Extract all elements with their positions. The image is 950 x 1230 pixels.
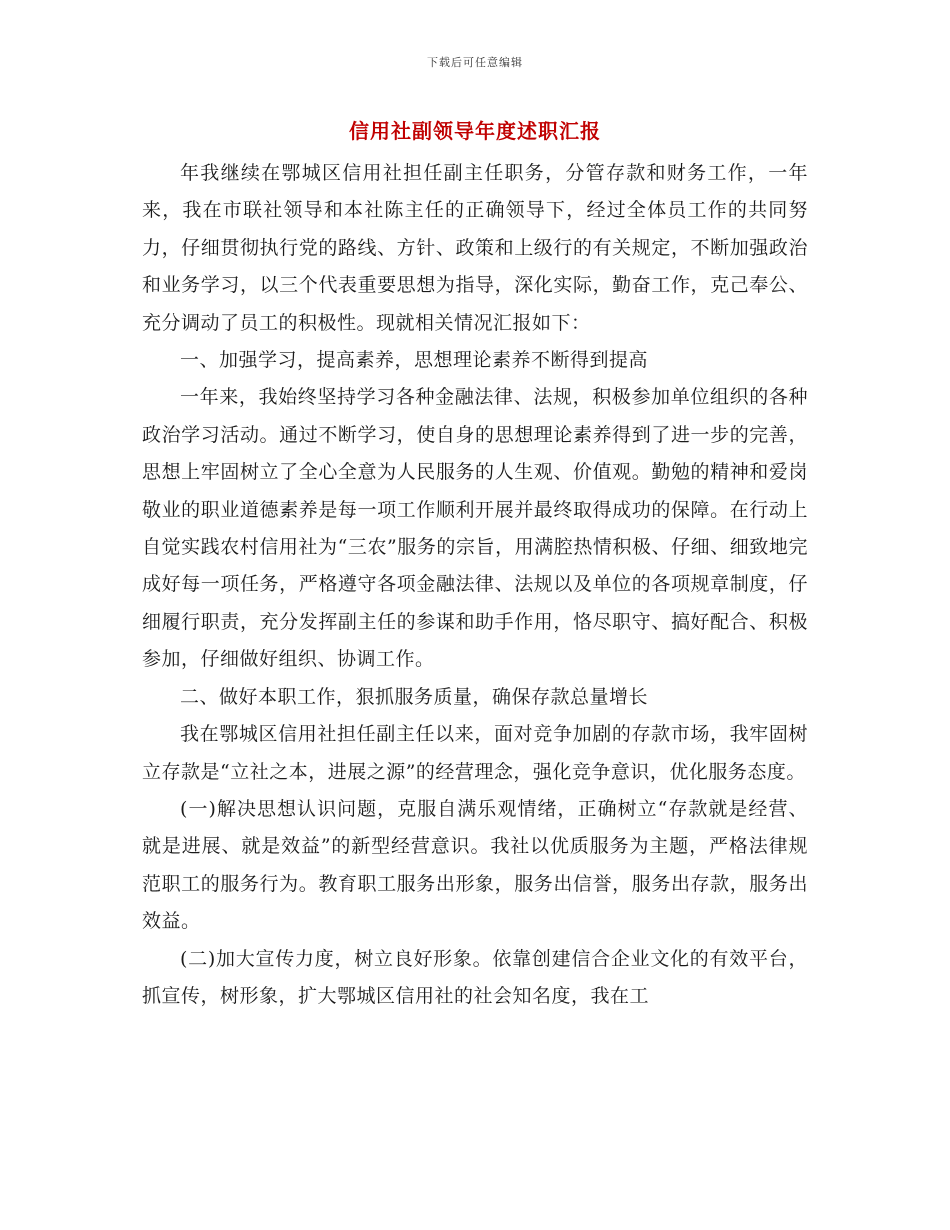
paragraph-section-1: 一年来，我始终坚持学习各种金融法律、法规，积极参加单位组织的各种政治学习活动。通过不断学习，使自身的思想理论素养得到了进一步的完善，思想上牢固树立了全心全意为人民服务的人生观、价值观。勤勉的精神和爱岗敬业的职业道德素养是每一项工作顺利开展并最终取得成功的保障。在行动上自觉实践农村信用社为“三农”服务的宗旨，用满腔热情积极、仔细、细致地完成好每一项任务，严格遵守各项金融法律、法规以及单位的各项规章制度，仔细履行职责，充分发挥副主任的参谋和助手作用，恪尽职守、搞好配合、积极参加，仔细做好组织、协调工作。 bbox=[142, 386, 808, 671]
section-heading-1: 一、加强学习，提高素养，思想理论素养不断得到提高 bbox=[180, 349, 649, 372]
header-note: 下载后可任意编辑 bbox=[427, 56, 523, 69]
paragraph-item-2: (二)加大宣传力度，树立良好形象。依靠创建信合企业文化的有效平台，抓宣传，树形象，扩大鄂城区信用社的社会知名度，我在工 bbox=[142, 947, 808, 1007]
section-heading-2: 二、做好本职工作，狠抓服务质量，确保存款总量增长 bbox=[180, 685, 649, 708]
paragraph-intro: 年我继续在鄂城区信用社担任副主任职务，分管存款和财务工作，一年来，我在市联社领导和本社陈主任的正确领导下，经过全体员工作的共同努力，仔细贯彻执行党的路线、方针、政策和上级行的有关规定，不断加强政治和业务学习，以三个代表重要思想为指导，深化实际，勤奋工作，克己奉公、充分调动了员工的积极性。现就相关情况汇报如下： bbox=[142, 162, 808, 334]
document-title: 信用社副领导年度述职汇报 bbox=[349, 119, 601, 143]
document-body bbox=[142, 155, 808, 1015]
paragraph-section-2: 我在鄂城区信用社担任副主任以来，面对竞争加剧的存款市场，我牢固树立存款是“立社之本，进展之源”的经营理念，强化竞争意识，优化服务态度。 bbox=[142, 723, 808, 783]
paragraph-item-1: (一)解决思想认识问题，克服自满乐观情绪，正确树立“存款就是经营、就是进展、就是效益”的新型经营意识。我社以优质服务为主题，严格法律规范职工的服务行为。教育职工服务出形象，服务出信誉，服务出存款，服务出效益。 bbox=[142, 797, 808, 933]
